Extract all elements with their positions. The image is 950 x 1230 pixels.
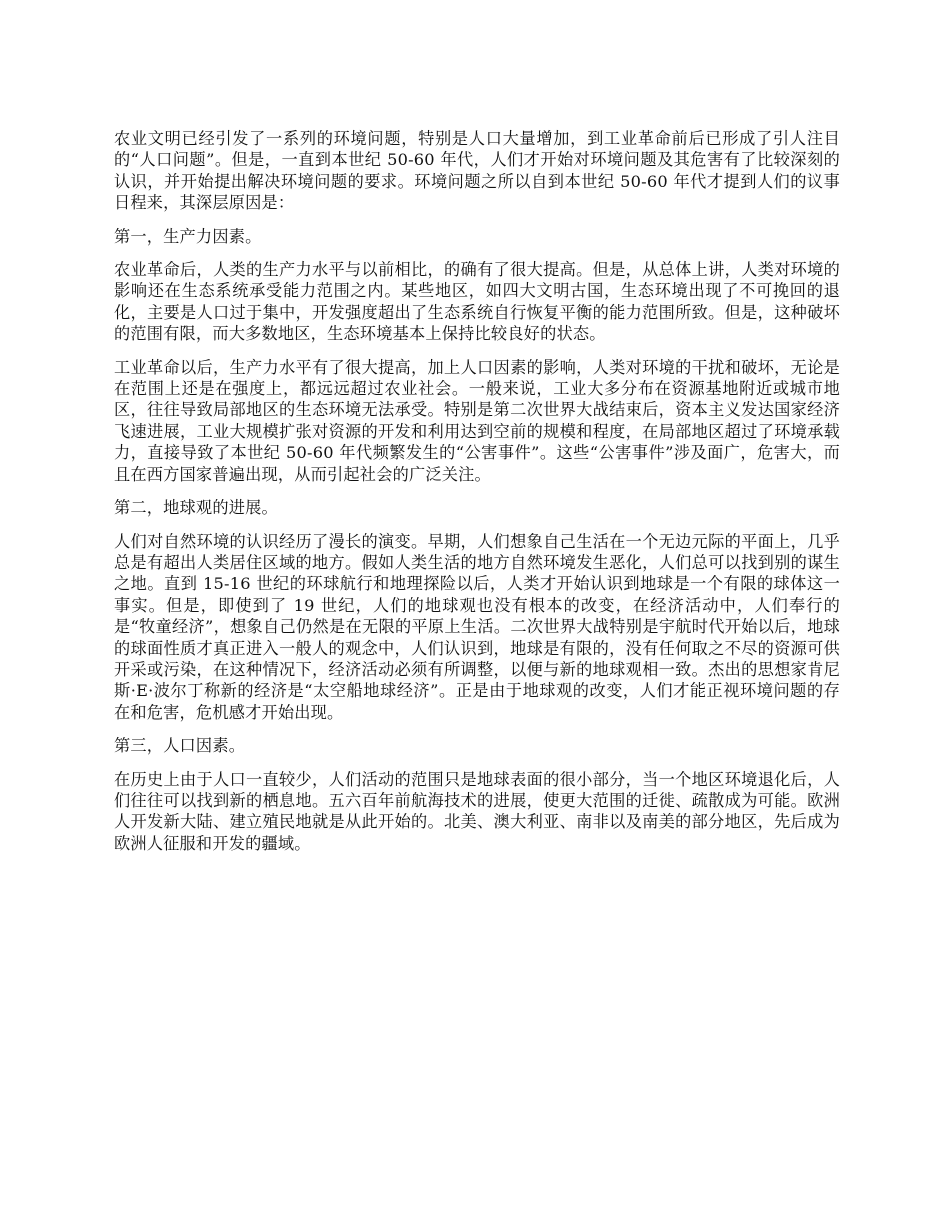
paragraph-population: 在历史上由于人口一直较少，人们活动的范围只是地球表面的很小部分，当一个地区环境退化后，人们往往可以找到新的栖息地。五六百年前航海技术的进展，使更大范围的迁徙、疏散成为可能。欧洲人开发新大陆、建立殖民地就是从此开始的。北美、澳大利亚、南非以及南美的部分地区，先后成为欧洲人征服和开发的疆域。 — [114, 769, 840, 853]
paragraph-intro: 农业文明已经引发了一系列的环境问题，特别是人口大量增加，到工业革命前后已形成了引人注目的“人口问题”。但是，一直到本世纪 50-60 年代，人们才开始对环境问题及其危害有了比较深刻的认识，并开始提出解决环境问题的要求。环境问题之所以自到本世纪 50-60 年代才提到人们的议事日程来，其深层原因是： — [114, 129, 840, 213]
document-page — [114, 128, 840, 866]
paragraph-industrial-revolution: 工业革命以后，生产力水平有了很大提高，加上人口因素的影响，人类对环境的干扰和破坏，无论是在范围上还是在强度上，都远远超过农业社会。一般来说，工业大多分布在资源基地附近或城市地区，往往导致局部地区的生态环境无法承受。特别是第二次世界大战结束后，资本主义发达国家经济飞速进展，工业大规模扩张对资源的开发和利用达到空前的规模和程度，在局部地区超过了环境承载力，直接导致了本世纪 50-60 年代频繁发生的“公害事件”。这些“公害事件”涉及面广，危害大，而且在西方国家普遍出现，从而引起社会的广泛关注。 — [114, 357, 840, 484]
paragraph-earth-view: 人们对自然环境的认识经历了漫长的演变。早期，人们想象自己生活在一个无边元际的平面上，几乎总是有超出人类居住区域的地方。假如人类生活的地方自然环境发生恶化，人们总可以找到别的谋生之地。直到 15-16 世纪的环球航行和地理探险以后，人类才开始认识到地球是一个有限的球体这一事实。但是，即使到了 19 世纪，人们的地球观也没有根本的改变，在经济活动中，人们奉行的是“牧童经济”，想象自己仍然是在无限的平原上生活。二次世界大战特别是宇航时代开始以后，地球的球面性质才真正进入一般人的观念中，人们认识到，地球是有限的，没有任何取之不尽的资源可供开采或污染，在这种情况下，经济活动必须有所调整，以便与新的地球观相一致。杰出的思想家肯尼斯·E·波尔丁称新的经济是“太空船地球经济”。正是由于地球观的改变，人们才能正视环境问题的存在和危害，危机感才开始出现。 — [114, 531, 840, 722]
heading-earth-view: 第二，地球观的进展。 — [114, 498, 278, 518]
heading-productivity: 第一，生产力因素。 — [114, 226, 262, 246]
paragraph-agricultural-revolution: 农业革命后，人类的生产力水平与以前相比，的确有了很大提高。但是，从总体上讲，人类对环境的影响还在生态系统承受能力范围之内。某些地区，如四大文明古国，生态环境出现了不可挽回的退化，主要是人口过于集中，开发强度超出了生态系统自行恢复平衡的能力范围所致。但是，这种破坏的范围有限，而大多数地区，生态环境基本上保持比较良好的状态。 — [114, 260, 840, 344]
heading-population: 第三，人口因素。 — [114, 736, 246, 756]
